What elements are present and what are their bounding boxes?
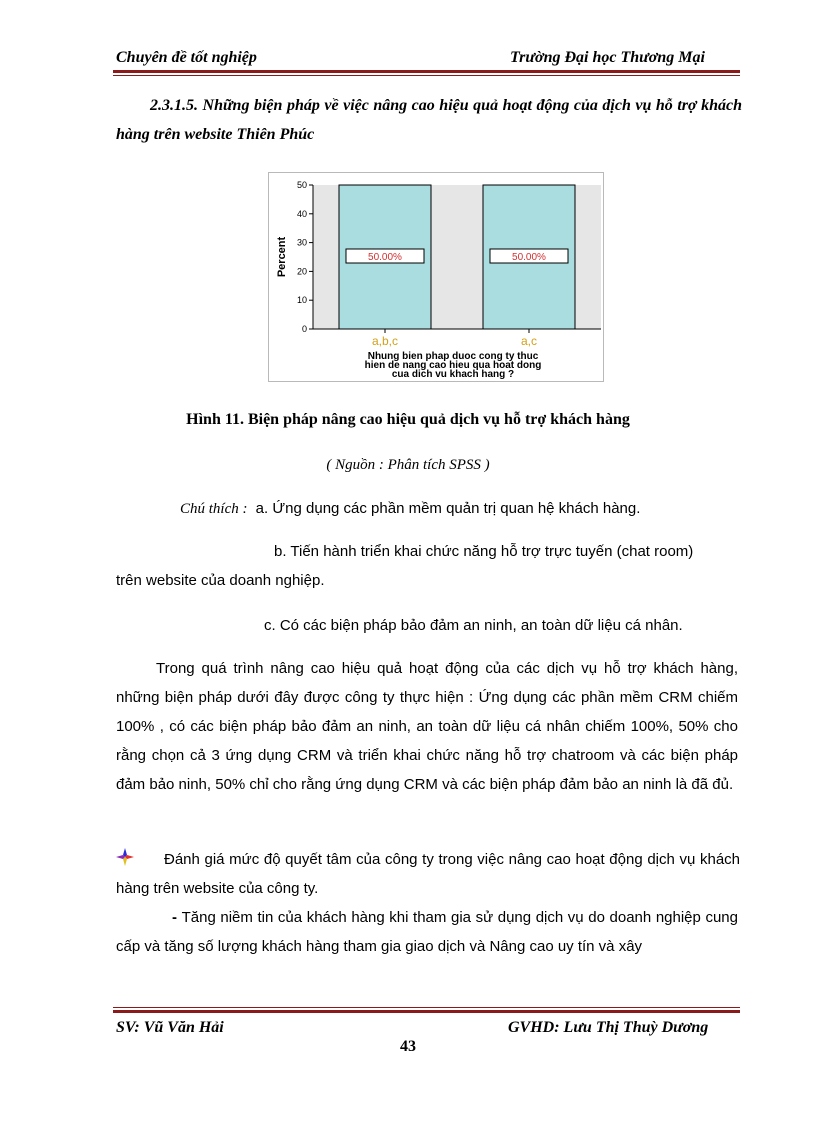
header-rule — [113, 70, 740, 73]
y-tick-label: 40 — [296, 208, 307, 219]
note-b-line2: trên website của doanh nghiệp. — [116, 572, 325, 589]
x-tick-label: a,b,c — [371, 334, 399, 348]
note-label: Chú thích : — [180, 501, 248, 517]
paragraph-1: Trong quá trình nâng cao hiệu quả hoạt động của các dịch vụ hỗ trợ khách hàng, những biện pháp dưới đây được công ty thực hiện : Ứng dụng các phần mềm CRM chiếm 100% , có các biện pháp bảo đảm an ninh, an toàn dữ liệu cá nhân chiếm 100%, 50% cho rằng chọn cả 3 ứng dụng CRM và triển khai chức năng hỗ trợ chatroom và các biện pháp đảm bảo ninh, 50% chỉ cho rằng ứng dụng CRM và các biện pháp đảm bảo an ninh là đã đủ. — [116, 660, 738, 793]
footer-rule-thin — [113, 1007, 740, 1008]
footer-rule — [113, 1010, 740, 1013]
y-axis-label: Percent — [276, 236, 288, 278]
y-tick-label: 30 — [296, 237, 307, 248]
paragraph-2 — [116, 903, 738, 961]
figure-source: ( Nguồn : Phân tích SPSS ) — [326, 457, 490, 473]
chart-frame — [268, 172, 604, 382]
note-a-line — [180, 494, 640, 524]
paragraph-2-text: Tăng niềm tin của khách hàng khi tham gia sử dụng dịch vụ do doanh nghiệp cung cấp và tăng số lượng khách hàng tham gia giao dịch và Nâng cao uy tín và xây — [116, 909, 738, 955]
x-axis-label-line: Nhung bien phap duoc cong ty thuc — [367, 351, 539, 362]
x-axis-label-line: hien de nang cao hieu qua hoat dong — [364, 360, 542, 371]
note-c: c. Có các biện pháp bảo đảm an ninh, an toàn dữ liệu cá nhân. — [264, 617, 683, 634]
y-tick-label: 0 — [301, 324, 307, 334]
data-label: 50.00% — [368, 252, 402, 263]
bullet-item: Đánh giá mức độ quyết tâm của công ty trong việc nâng cao hoạt động dịch vụ khách hàng trên website của công ty. — [116, 851, 740, 897]
header-rule-thin — [113, 75, 740, 76]
x-axis-label-line: cua dich vu khach hang ? — [391, 369, 515, 380]
header-right: Trường Đại học Thương Mại — [510, 49, 705, 66]
page-number: 43 — [400, 1038, 416, 1055]
x-tick-label: a,c — [520, 334, 538, 348]
header-left: Chuyên đề tốt nghiệp — [116, 49, 257, 66]
footer-right: GVHD: Lưu Thị Thuỳ Dương — [508, 1019, 709, 1036]
footer-left: SV: Vũ Văn Hải — [116, 1019, 224, 1036]
section-heading: 2.3.1.5. Những biện pháp về việc nâng cao hiệu quả hoạt động của dịch vụ hỗ trợ khách hàng trên website Thiên Phúc — [116, 97, 742, 143]
y-tick-label: 50 — [296, 180, 307, 190]
y-tick-label: 20 — [296, 266, 307, 277]
y-tick-label: 10 — [296, 295, 307, 306]
figure-caption: Hình 11. Biện pháp nâng cao hiệu quả dịch vụ hỗ trợ khách hàng — [186, 411, 630, 428]
note-a: a. Ứng dụng các phần mềm quản trị quan hệ khách hàng. — [255, 500, 641, 517]
note-b-line1: b. Tiến hành triển khai chức năng hỗ trợ trực tuyến (chat room) — [274, 543, 694, 560]
paragraph-2-dash: - — [172, 909, 182, 926]
data-label: 50.00% — [512, 252, 546, 263]
bar-chart — [269, 173, 603, 381]
